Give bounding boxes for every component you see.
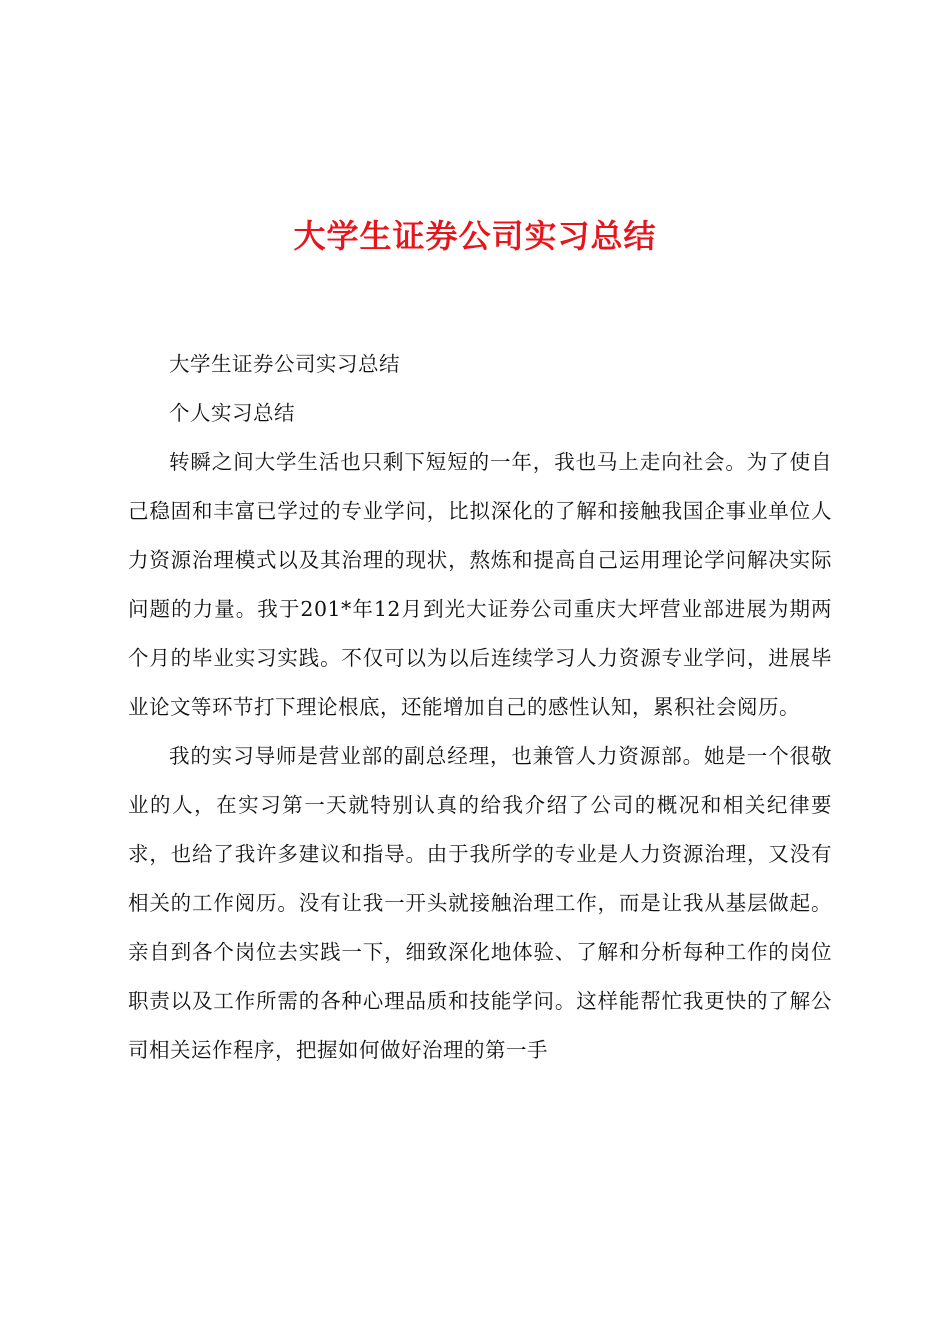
paragraph-section-heading: 个人实习总结 xyxy=(169,401,295,425)
document-body xyxy=(128,340,832,1075)
paragraph-mentor: 我的实习导师是营业部的副总经理，也兼管人力资源部。她是一个很敬业的人，在实习第一天就特别认真的给我介绍了公司的概况和相关纪律要求，也给了我许多建议和指导。由于我所学的专业是人力资源治理，又没有相关的工作阅历。没有让我一开头就接触治理工作，而是让我从基层做起。亲自到各个岗位去实践一下，细致深化地体验、了解和分析每种工作的岗位职责以及工作所需的各种心理品质和技能学问。这样能帮忙我更快的了解公司相关运作程序，把握如何做好治理的第一手 xyxy=(128,744,832,1062)
paragraph-subtitle: 大学生证券公司实习总结 xyxy=(169,352,400,376)
document-title: 大学生证券公司实习总结 xyxy=(293,217,657,255)
paragraph-intro: 转瞬之间大学生活也只剩下短短的一年，我也马上走向社会。为了使自己稳固和丰富已学过的专业学问，比拟深化的了解和接触我国企事业单位人力资源治理模式以及其治理的现状，熬炼和提高自己运用理论学问解决实际问题的力量。我于201*年12月到光大证券公司重庆大坪营业部进展为期两个月的毕业实习实践。不仅可以为以后连续学习人力资源专业学问，进展毕业论文等环节打下理论根底，还能增加自己的感性认知，累积社会阅历。 xyxy=(128,450,832,719)
